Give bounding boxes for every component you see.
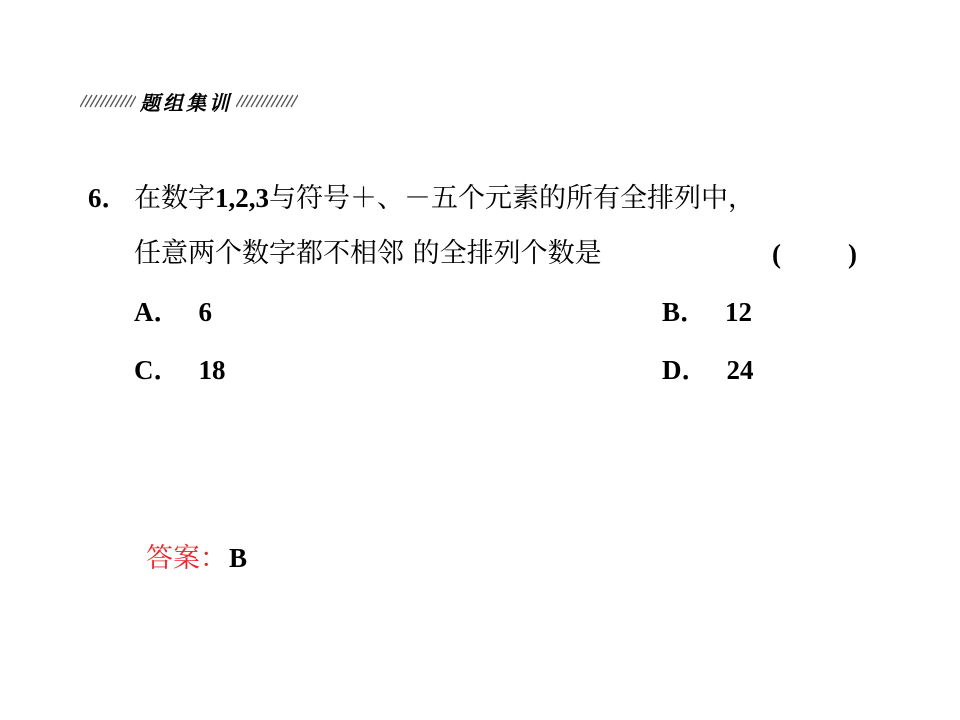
option-d — [662, 350, 754, 390]
option-c-letter: C． — [134, 355, 181, 385]
option-d-value: 24 — [726, 355, 754, 385]
question-number: 6． — [88, 183, 129, 213]
question-line-1 — [88, 176, 888, 232]
answer-paren-close: ) — [848, 239, 857, 269]
question-text-line-2: 任意两个数字都不相邻 的全排列个数是 — [134, 238, 602, 269]
option-a-value: 6 — [198, 297, 212, 327]
hatch-decoration-right — [236, 94, 298, 108]
question-block — [88, 176, 888, 288]
options-group — [134, 292, 834, 412]
answer-paren-open: ( — [772, 239, 781, 269]
hatch-decoration-left — [80, 94, 136, 108]
answer-label: 答案： — [146, 543, 227, 574]
question-digits: 1,2,3 — [215, 183, 269, 213]
option-c — [134, 350, 226, 390]
option-d-letter: D． — [662, 355, 709, 385]
option-b — [662, 292, 752, 332]
option-a — [134, 292, 212, 332]
section-header — [80, 86, 298, 116]
answer-line — [146, 536, 247, 581]
option-b-value: 12 — [725, 297, 753, 327]
question-suffix: 与符号＋、－五个元素的所有全排列中， — [269, 183, 755, 214]
question-prefix: 在数字 — [134, 183, 215, 214]
question-text-line-1 — [134, 176, 755, 221]
section-title: 题组集训 — [140, 90, 232, 115]
option-a-letter: A． — [134, 297, 181, 327]
question-line-2 — [88, 232, 888, 288]
answer-value: B — [229, 543, 248, 573]
option-c-value: 18 — [198, 355, 226, 385]
option-b-letter: B． — [662, 297, 708, 327]
